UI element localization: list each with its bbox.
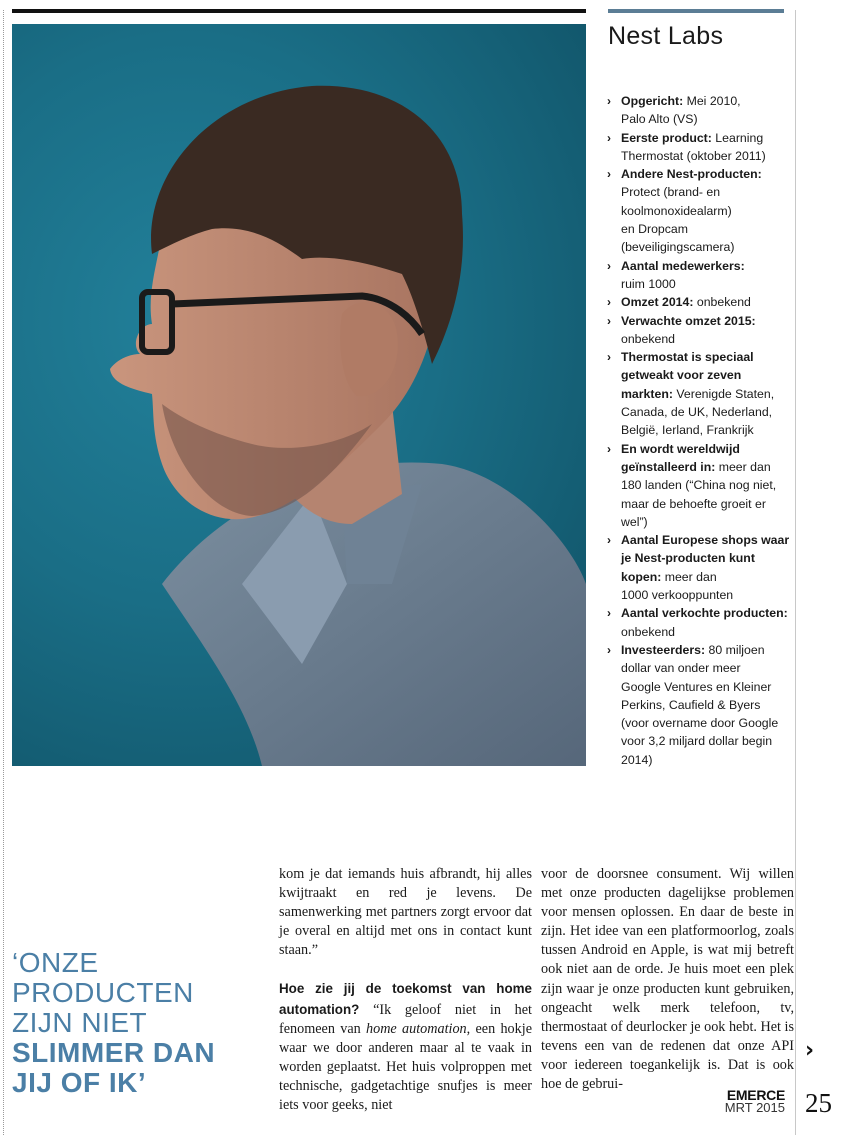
paragraph: voor de doorsnee consument. Wij willen met onze producten dagelijkse problemen voor mensen oplossen. En daar de beste in zijn. Het idee van een platformoorlog, zoals tussen Android en Apple, is wat mij betreft ook niet aan de orde. Je huis moet een plek zijn waar je onze producten kunt gebruiken, ongeacht welk merk telefoon, tv, thermostaat of deurlocker je ook hebt. Het is tevens een van de redenen dat onze API voor iedereen toegankelijk is. Dat is ook hoe de gebrui- [541,866,794,1093]
pull-quote-line-1: ‘ONZE PRODUCTEN [12,947,194,1008]
fact-label: Andere Nest-producten: [621,167,762,182]
page-number: 25 [805,1088,832,1118]
fact-value: (voor overname door Google [621,716,779,731]
portrait-photo [12,24,586,766]
pull-quote-line-4: JIJ OF IK’ [12,1067,147,1098]
pull-quote-line-3: SLIMMER DAN [12,1037,216,1068]
fact-value: Protect (brand- en [621,185,721,200]
fact-value: 180 landen (“China nog niet, [621,478,777,493]
portrait-illustration [12,24,586,766]
fact-value: Learning [711,130,764,145]
fact-label: En wordt wereldwijd geïnstalleerd in: [621,441,740,474]
fact-label: Aantal medewerkers: [621,258,745,273]
fact-item [607,129,792,166]
chevron-right-icon: › [607,258,611,273]
fact-value: ruim 1000 [621,276,676,291]
left-dotted-border [3,10,4,1135]
fact-value: Google Ventures en Kleiner [621,679,772,694]
fact-value: 80 miljoen [705,642,765,657]
chevron-right-icon: › [607,313,611,328]
article-column-right [541,865,794,1093]
fact-item [607,440,792,531]
fact-label: Aantal verkochte producten: [621,606,788,621]
fact-label: Verwachte omzet 2015: [621,313,756,328]
fact-label: Omzet 2014: [621,295,694,310]
fact-list [607,92,792,769]
interview-question: Hoe zie jij de toekomst van home automation? [279,981,532,1017]
fact-value: meer dan [715,459,771,474]
fact-value: en Dropcam [621,222,688,237]
fact-value: onbekend [621,331,676,346]
sidebar-rule [608,9,784,13]
fact-value: Thermostat (oktober 2011) [621,148,766,163]
chevron-right-icon: › [607,94,611,108]
fact-value: Perkins, Caufield & Byers [621,697,761,712]
fact-value: Canada, de UK, Nederland, [621,405,773,420]
answer-text-a: “Ik geloof niet in het fenomeen van [279,1001,532,1037]
next-page-chevron-icon: › [805,1038,815,1063]
fact-item [607,604,792,641]
fact-value: voor 3,2 miljard dollar begin [621,734,773,749]
fact-value: (beveiligingscamera) [621,240,735,255]
fact-value: België, Ierland, Frankrijk [621,423,754,438]
fact-label: Investeerders: [621,642,706,657]
fact-value: 2014) [621,752,653,767]
chevron-right-icon: › [607,350,611,365]
article-column-middle [279,865,532,1114]
fact-value: Palo Alto (VS) [621,112,698,127]
chevron-right-icon: › [607,130,611,145]
answer-emphasis: home automation [366,1020,467,1037]
magazine-brand: EMERCE [726,1087,785,1103]
fact-value: 1000 verkooppunten [621,588,734,603]
issue-date: MRT 2015 [724,1100,785,1115]
fact-value: Mei 2010, [683,94,741,108]
sidebar-title: Nest Labs [608,22,724,50]
fact-value: onbekend [693,295,751,310]
interview-paragraph [279,979,532,1115]
right-border [795,10,796,1135]
chevron-right-icon: › [607,642,611,657]
fact-item [607,92,792,129]
fact-label: Thermostat is speciaal getweakt voor zeven markten: [621,350,754,401]
pull-quote [12,948,262,1098]
chevron-right-icon: › [607,167,611,182]
fact-label: Aantal Europese shops waar je Nest-producten kunt kopen: [621,533,790,584]
chevron-right-icon: › [607,295,611,310]
chevron-right-icon: › [607,606,611,621]
fact-item [607,293,792,311]
pull-quote-line-2: ZIJN NIET [12,1007,148,1038]
fact-item [607,348,792,439]
top-rule [12,9,586,13]
fact-item [607,531,792,604]
fact-item [607,312,792,349]
fact-value: koolmonoxidealarm) [621,203,732,218]
chevron-right-icon: › [607,441,611,456]
fact-value: maar de behoefte groeit er [621,496,766,511]
answer-text-b: , een hokje waar we door anderen maar al te vaak in worden geplaatst. Het huis volproppen met technische, gadgetachtige snufjes is meer iets voor geeks, niet [279,1020,532,1114]
fact-value: dollar van onder meer [621,661,741,676]
chevron-right-icon: › [607,533,611,548]
fact-value: onbekend [621,624,676,639]
fact-item [607,257,792,294]
fact-item [607,641,792,769]
fact-item [607,165,792,256]
fact-label: Eerste product: [621,130,712,145]
fact-value: Verenigde Staten, [672,386,775,401]
fact-label: Opgericht: [621,94,684,108]
fact-value: wel”) [621,514,648,529]
fact-value: meer dan [661,569,717,584]
paragraph: kom je dat iemands huis afbrandt, hij alles kwijtraakt en red je levens. De samenwerking met partners zorgt ervoor dat je overal en altijd met ons in contact kunt staan.” [279,866,532,959]
